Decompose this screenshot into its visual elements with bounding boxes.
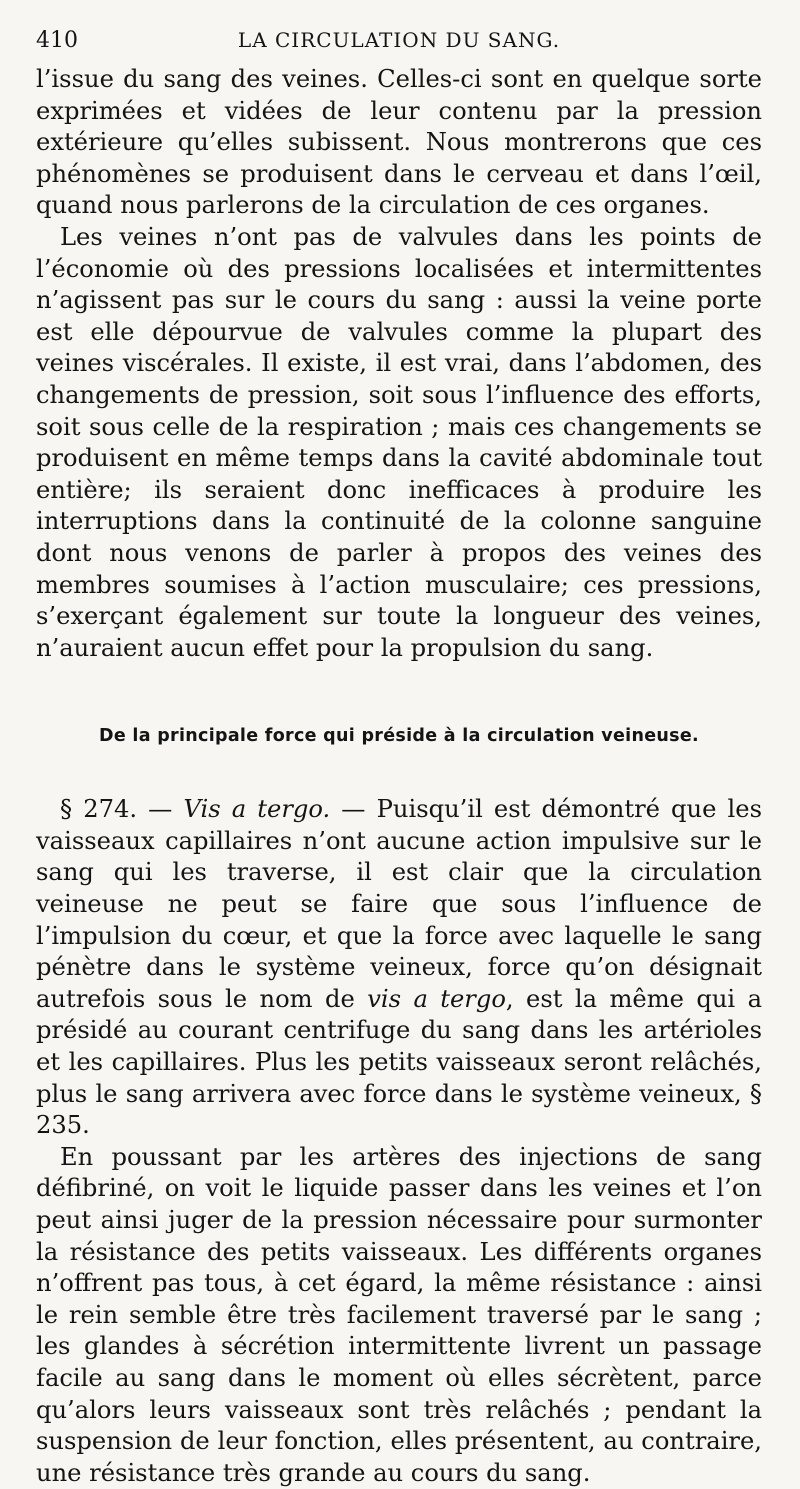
- section-text-b: , est la même qui a présidé au courant centrifuge du sang dans les artérioles et les capillaires. Plus les petits vaisseaux seront relâchés, plus le sang arrivera avec force dans le système veineux, § 235.: [36, 984, 762, 1140]
- paragraph-section-274: [36, 794, 762, 1142]
- dash: —: [330, 795, 377, 824]
- section-text-a: Puisqu’il est démontré que les vaisseaux capillaires n’ont aucune action impulsive sur le sang qui les traverse, il est clair que la circulation veineuse ne peut se faire que sous l’influence de l’impulsion du cœur, et que la force avec laquelle le sang pénètre dans le système veineux, force qu’on désignait autrefois sous le nom de: [36, 795, 762, 1013]
- paragraph-injections: En poussant par les artères des injections de sang défibriné, on voit le liquide passer dans les veines et l’on peut ainsi juger de la pression nécessaire pour surmonter la résistance des petits vaisseaux. Les différents organes n’offrent pas tous, à cet égard, la même résistance : ainsi le rein semble être très facilement traversé par le sang ; les glandes à sécrétion intermittente livrent un passage facile au sang dans le moment où elles sécrètent, parce qu’alors leurs vaisseaux sont très relâchés ; pendant la suspension de leur fonction, elles présentent, au contraire, une résistance très grande au cours du sang.: [36, 1142, 762, 1487]
- paragraph-valvules: Les veines n’ont pas de valvules dans les points de l’économie où des pressions localisées et intermittentes n’agissent pas sur le cours du sang : aussi la veine porte est elle dépourvue de valvules comme la plupart des veines viscérales. Il existe, il est vrai, dans l’abdomen, des changements de pression, soit sous l’influence des efforts, soit sous celle de la respiration ; mais ces changements se produisent en même temps dans la cavité abdominale tout entière; ils seraient donc inefficaces à produire les interruptions dans la continuité de la colonne sanguine dont nous venons de parler à propos des veines des membres soumises à l’action musculaire; ces pressions, s’exerçant également sur toute la longueur des veines, n’auraient aucun effet pour la propulsion du sang.: [36, 222, 762, 662]
- dash: —: [137, 795, 184, 824]
- page-header: [36, 28, 762, 64]
- section-heading: De la principale force qui préside à la circulation veineuse.: [99, 726, 699, 747]
- running-title: LA CIRCULATION DU SANG.: [237, 28, 561, 52]
- section-number: § 274.: [60, 795, 138, 824]
- section-title: Vis a tergo.: [183, 795, 331, 824]
- paragraph-continuation: l’issue du sang des veines. Celles-ci sont en quelque sorte exprimées et vidées de leur contenu par la pression extérieure qu’elles subissent. Nous montrerons que ces phénomènes se produisent dans le cerveau et dans l’œil, quand nous parlerons de la circulation de ces organes.: [36, 65, 762, 220]
- latin-term: vis a tergo: [367, 984, 506, 1013]
- page-number: 410: [36, 28, 78, 53]
